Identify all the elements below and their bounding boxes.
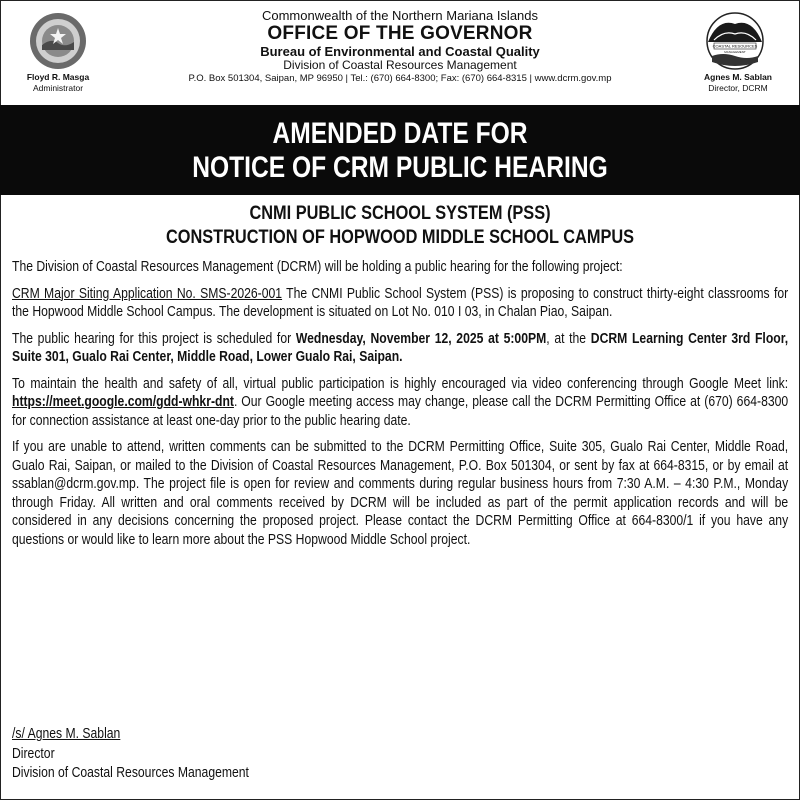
office-title: OFFICE OF THE GOVERNOR — [267, 23, 533, 44]
notice-body — [12, 202, 788, 549]
virtual-intro: To maintain the health and safety of all, virtual public participation is highly encouraged via video conferencing through Google Meet link: — [12, 375, 789, 392]
comments-paragraph: If you are unable to attend, written comments can be submitted to the DCRM Permitting Office, Suite 305, Gualo Rai Center, Middle Road, Gualo Rai, Saipan, or mailed to the Division of Coastal Resources Management, P.O. Box 501304, or sent by fax at 664-8315, or by email at ssablan@dcrm.gov.mp. The project file is open for review and comments during regular business hours from 7:30 A.M. – 4:30 P.M., Monday through Friday. All written and oral comments received by DCRM will be included as part of the permit application records and will be considered in any decisions concerning the proposed project. Please contact the DCRM Permitting Office at 664-8300/1 if you have any questions or would like to learn more about the PSS Hopwood Middle School project. — [12, 439, 789, 548]
letterhead — [0, 0, 800, 105]
left-official — [0, 72, 116, 94]
cnmi-seal-icon — [29, 12, 87, 70]
left-official-name: Floyd R. Masga — [26, 72, 90, 82]
application-paragraph — [12, 285, 788, 322]
letterhead-center — [120, 8, 680, 86]
right-official-title: Director, DCRM — [708, 83, 768, 93]
hearing-date: Wednesday, November 12, 2025 at 5:00PM — [295, 330, 547, 347]
signature-title: Director — [12, 745, 55, 762]
notice-banner — [0, 105, 800, 195]
svg-text:COASTAL RESOURCES: COASTAL RESOURCES — [712, 43, 758, 49]
hearing-location: DCRM Learning Center 3rd Floor, Suite 301, Gualo Rai Center, Middle Road, Lower Gualo Rai, Saipan. — [12, 330, 789, 365]
division-line: Division of Coastal Resources Management — [283, 58, 517, 72]
signature-division: Division of Coastal Resources Management — [12, 765, 249, 781]
right-official-name: Agnes M. Sablan — [703, 72, 772, 82]
application-description: The CNMI Public School System (PSS) is proposing to construct thirty-eight classrooms for the Hopwood Middle School Campus. The development is situated on Lot No. 010 I 03, in Chalan Piao, Saipan. — [12, 285, 789, 320]
left-official-title: Administrator — [32, 83, 84, 93]
project-title-1: CNMI PUBLIC SCHOOL SYSTEM (PSS) — [249, 203, 551, 224]
schedule-paragraph — [12, 330, 788, 367]
meet-link[interactable]: https://meet.google.com/gdd-whkr-dnt — [12, 394, 234, 410]
signature-name: /s/ Agnes M. Sablan — [12, 726, 121, 742]
project-title-2: CONSTRUCTION OF HOPWOOD MIDDLE SCHOOL CAMPUS — [165, 227, 635, 248]
banner-line-2: NOTICE OF CRM PUBLIC HEARING — [192, 151, 608, 184]
virtual-note: . Our Google meeting access may change, please call the DCRM Permitting Office at (670) 664-8300 for connection assistance at least one-day prior to the public hearing date. — [12, 394, 789, 429]
svg-text:MANAGEMENT: MANAGEMENT — [724, 50, 746, 54]
virtual-paragraph — [12, 375, 788, 431]
application-number: CRM Major Siting Application No. SMS-2026-001 — [12, 285, 283, 302]
intro-paragraph: The Division of Coastal Resources Management (DCRM) will be holding a public hearing for the following project: — [12, 259, 623, 275]
commonwealth-line: Commonwealth of the Northern Mariana Islands — [261, 8, 539, 23]
schedule-at: , at the — [546, 330, 591, 347]
schedule-intro: The public hearing for this project is scheduled for — [12, 330, 296, 347]
signature-block — [12, 725, 249, 784]
dcrm-logo-icon — [706, 12, 764, 70]
banner-line-1: AMENDED DATE FOR — [272, 117, 528, 150]
right-official — [680, 72, 796, 94]
contact-line: P.O. Box 501304, Saipan, MP 96950 | Tel.: (670) 664-8300; Fax: (670) 664-8315 | www.dcrm.gov.mp — [188, 73, 612, 84]
bureau-line: Bureau of Environmental and Coastal Quality — [260, 44, 540, 59]
